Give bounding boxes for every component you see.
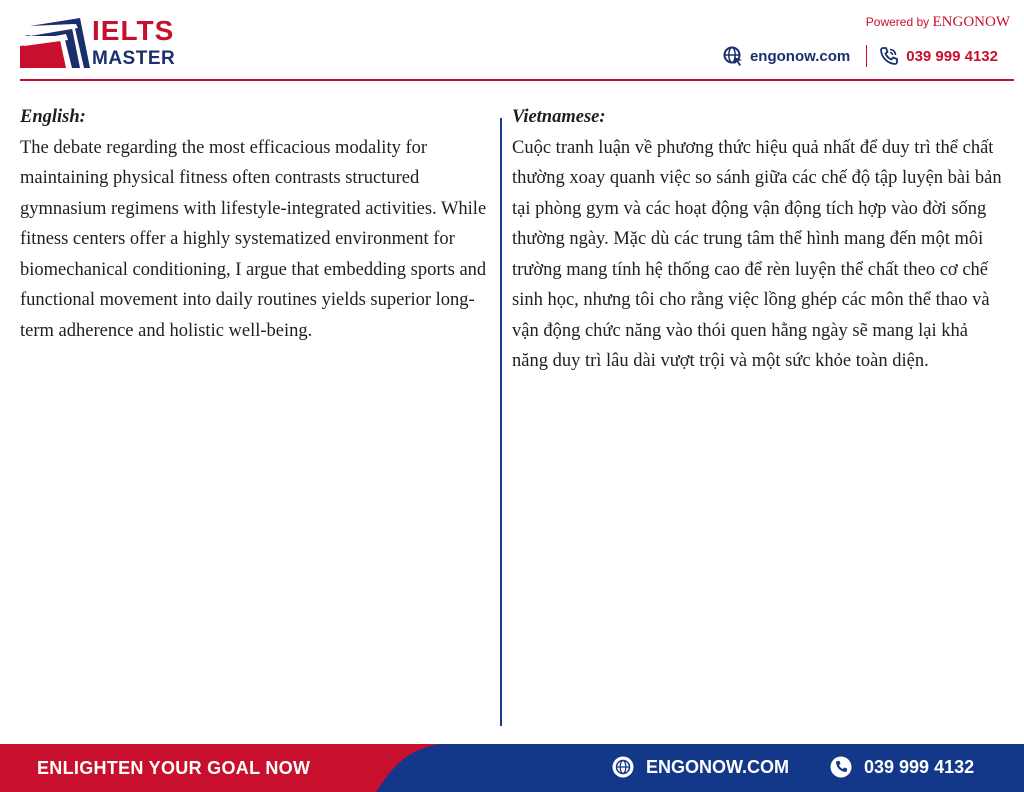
header-phone-text: 039 999 4132 [906,47,998,65]
header [0,0,1024,80]
powered-label: Powered by [865,15,930,29]
globe-cursor-icon [723,46,743,66]
footer [0,744,1024,792]
flag-stripes-logo-icon [20,16,92,68]
powered-brand-now: NOW [974,14,1010,30]
powered-brand [933,14,1011,30]
powered-brand-engo: ENGO [932,14,975,30]
vietnamese-column [512,102,1007,377]
logo-text-master: MASTER [92,48,176,69]
header-divider [20,79,1014,81]
header-contact [723,44,998,68]
footer-phone-text: 039 999 4132 [864,757,975,777]
header-phone-link[interactable] [879,46,998,66]
footer-slogan: ENLIGHTEN YOUR GOAL NOW [37,758,311,778]
header-contact-separator [866,45,867,67]
english-heading: English: [20,107,86,127]
header-website-link[interactable] [723,46,850,66]
footer-phone-link[interactable] [830,756,974,778]
powered-by [866,14,1010,30]
phone-icon [879,46,899,66]
globe-icon [612,756,634,778]
vietnamese-text: Cuộc tranh luận về phương thức hiệu quả nhất để duy trì thể chất thường xoay quanh việc so sánh giữa các chế độ tập luyện bài bản tại phòng gym và các hoạt động vận động tích hợp vào đời sống thường ngày. Mặc dù các trung tâm thể hình mang đến một môi trường mang tính hệ thống cao để rèn luyện thể chất theo cơ chế sinh học, nhưng tôi cho rằng việc lồng ghép các môn thể thao và vận động chức năng vào thói quen hằng ngày sẽ mang lại khả năng duy trì lâu dài vượt trội và một sức khỏe toàn diện. [512,137,1002,371]
footer-website-text: ENGONOW.COM [646,757,789,777]
vietnamese-heading: Vietnamese: [512,107,606,127]
column-divider [500,118,502,726]
phone-icon [830,756,852,778]
footer-website-link[interactable] [612,756,789,778]
english-text: The debate regarding the most efficacious modality for maintaining physical fitness often contrasts structured gymnasium regimens with lifestyle-integrated activities. While fitness centers offer a highly systematized environment for biomechanical conditioning, I argue that embedding sports and functional movement into daily routines yields superior long-term adherence and holistic well-being. [20,137,487,341]
english-column [20,102,492,346]
header-website-text: engonow.com [749,47,851,65]
logo-text-ielts: IELTS [92,15,175,46]
